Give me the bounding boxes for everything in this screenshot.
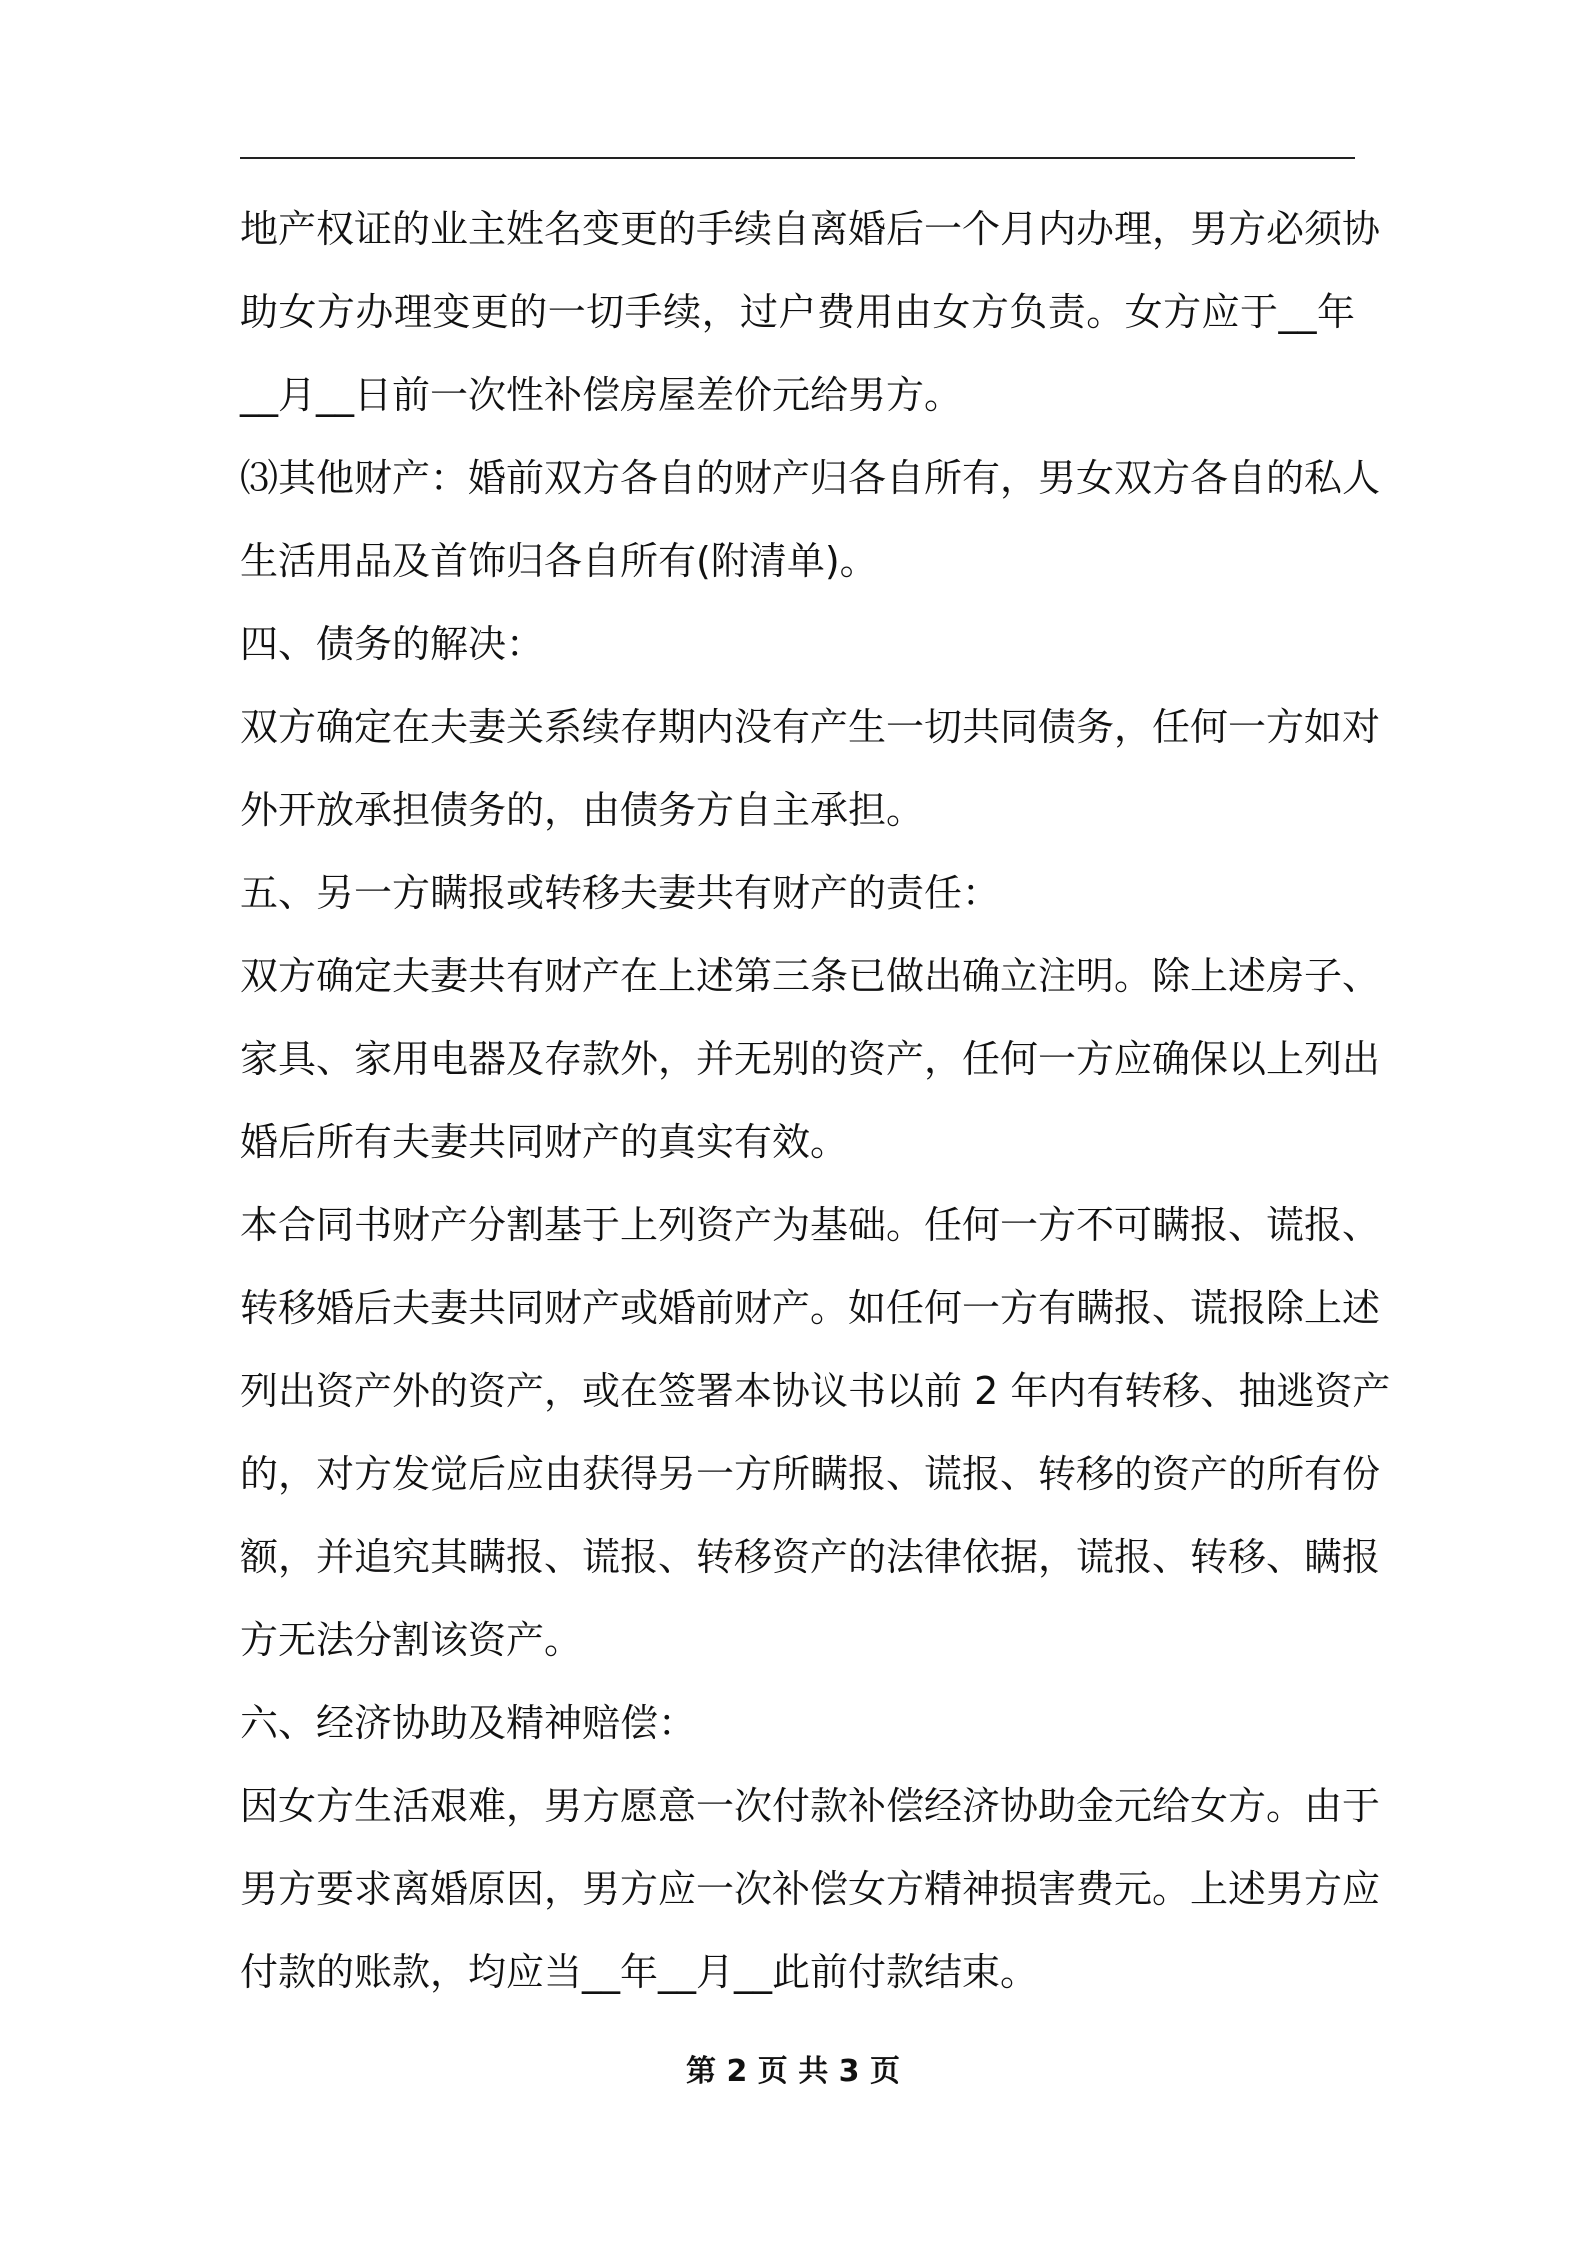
text-line: 方无法分割该资产。 xyxy=(240,1618,583,1662)
text-line: 双方确定在夫妻关系续存期内没有产生一切共同债务，任何一方如对 xyxy=(240,705,1381,749)
text-line: 因女方生活艰难，男方愿意一次付款补偿经济协助金元给女方。由于 xyxy=(240,1784,1381,1828)
header-divider xyxy=(240,157,1355,159)
text-line: ⑶其他财产：婚前双方各自的财产归各自所有，男女双方各自的私人 xyxy=(240,456,1381,500)
text-line: 列出资产外的资产，或在签署本协议书以前 2 年内有转移、抽逃资产 xyxy=(240,1369,1391,1413)
text-line: 婚后所有夫妻共同财产的真实有效。 xyxy=(240,1120,849,1164)
text-line: 男方要求离婚原因，男方应一次补偿女方精神损害费元。上述男方应 xyxy=(240,1867,1381,1911)
text-line: 地产权证的业主姓名变更的手续自离婚后一个月内办理，男方必须协 xyxy=(240,207,1381,251)
text-line: 四、债务的解决： xyxy=(240,622,545,666)
text-line: 六、经济协助及精神赔偿： xyxy=(240,1701,697,1745)
text-line: 家具、家用电器及存款外，并无别的资产，任何一方应确保以上列出 xyxy=(240,1037,1381,1081)
text-line: 五、另一方瞒报或转移夫妻共有财产的责任： xyxy=(240,871,1001,915)
text-line: 助女方办理变更的一切手续，过户费用由女方负责。女方应于__年 xyxy=(240,290,1355,334)
text-line: __月__日前一次性补偿房屋差价元给男方。 xyxy=(240,373,963,417)
text-line: 付款的账款，均应当__年__月__此前付款结束。 xyxy=(240,1950,1039,1994)
text-line: 生活用品及首饰归各自所有(附清单)。 xyxy=(240,539,878,583)
text-line: 本合同书财产分割基于上列资产为基础。任何一方不可瞒报、谎报、 xyxy=(240,1203,1381,1247)
text-line: 转移婚后夫妻共同财产或婚前财产。如任何一方有瞒报、谎报除上述 xyxy=(240,1286,1381,1330)
page-number: 第 2 页 共 3 页 xyxy=(686,2054,900,2089)
text-line: 双方确定夫妻共有财产在上述第三条已做出确立注明。除上述房子、 xyxy=(240,954,1381,998)
text-line: 的，对方发觉后应由获得另一方所瞒报、谎报、转移的资产的所有份 xyxy=(240,1452,1381,1496)
text-line: 外开放承担债务的，由债务方自主承担。 xyxy=(240,788,925,832)
text-line: 额，并追究其瞒报、谎报、转移资产的法律依据，谎报、转移、瞒报 xyxy=(240,1535,1381,1579)
document-body xyxy=(240,188,1391,2014)
